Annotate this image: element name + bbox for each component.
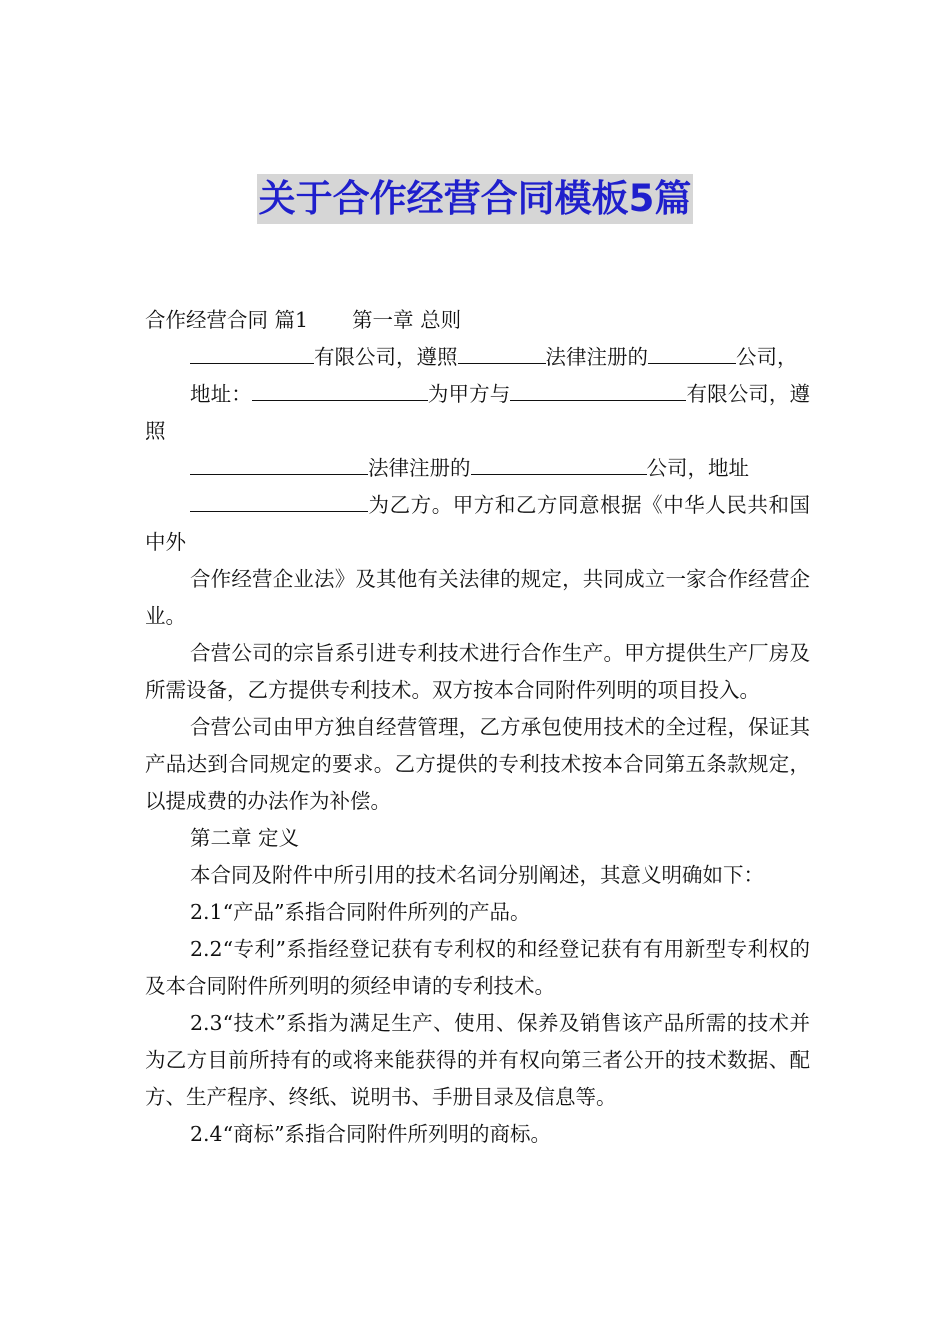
- blank-line: [471, 454, 647, 475]
- blank-line: [190, 343, 314, 364]
- paragraph-party-b-agreement: [145, 487, 810, 561]
- paragraph-law-basis: 合作经营企业法》及其他有关法律的规定，共同成立一家合作经营企业。: [145, 567, 810, 628]
- section-header-line: [145, 302, 810, 339]
- text-fragment: 为乙方。甲方和乙方同意根据《中华人民共和国中外: [145, 493, 810, 554]
- chapter-heading: 第一章 总则: [352, 308, 462, 332]
- text-fragment: 法律注册的: [545, 345, 648, 369]
- chapter-two-heading: 第二章 定义: [190, 826, 300, 850]
- text-fragment: 地址：: [190, 382, 252, 406]
- document-body: [145, 302, 810, 1153]
- paragraph-definitions-intro: 本合同及附件中所引用的技术名词分别阐述，其意义明确如下：: [190, 863, 764, 887]
- blank-line: [648, 343, 736, 364]
- text-fragment: 法律注册的: [368, 456, 471, 480]
- text-fragment: 有限公司，遵照: [145, 382, 811, 443]
- paragraph-party-a-name: [145, 339, 810, 376]
- definition-2-3: 2.3“技术”系指为满足生产、使用、保养及销售该产品所需的技术并为乙方目前所持有的或将来能获得的并有权向第三者公开的技术数据、配方、生产程序、终纸、说明书、手册目录及信息等。: [145, 1011, 810, 1109]
- blank-line: [458, 343, 546, 364]
- definition-2-4: 2.4“商标”系指合同附件所列明的商标。: [190, 1122, 552, 1146]
- blank-line: [252, 380, 428, 401]
- part-label: 合作经营合同 篇1: [145, 308, 309, 332]
- text-fragment: 为甲方与: [427, 382, 511, 406]
- blank-line: [190, 454, 368, 475]
- blank-line: [190, 491, 368, 512]
- title-container: [0, 174, 950, 224]
- paragraph-party-a-address: [145, 376, 810, 450]
- text-fragment: 公司，: [736, 345, 798, 369]
- blank-line: [510, 380, 686, 401]
- definition-2-1: 2.1“产品”系指合同附件所列的产品。: [190, 900, 531, 924]
- paragraph-purpose: 合营公司的宗旨系引进专利技术进行合作生产。甲方提供生产厂房及所需设备，乙方提供专利技术。双方按本合同附件列明的项目投入。: [145, 641, 810, 702]
- definition-2-2: 2.2“专利”系指经登记获有专利权的和经登记获有有用新型专利权的及本合同附件所列明的须经申请的专利技术。: [145, 937, 810, 998]
- text-fragment: 有限公司，遵照: [314, 345, 458, 369]
- paragraph-management: 合营公司由甲方独自经营管理，乙方承包使用技术的全过程，保证其产品达到合同规定的要求。乙方提供的专利技术按本合同第五条款规定，以提成费的办法作为补偿。: [145, 715, 810, 813]
- text-fragment: 公司，地址: [646, 456, 749, 480]
- paragraph-party-b-registration: [145, 450, 810, 487]
- document-title: 关于合作经营合同模板5篇: [257, 174, 694, 224]
